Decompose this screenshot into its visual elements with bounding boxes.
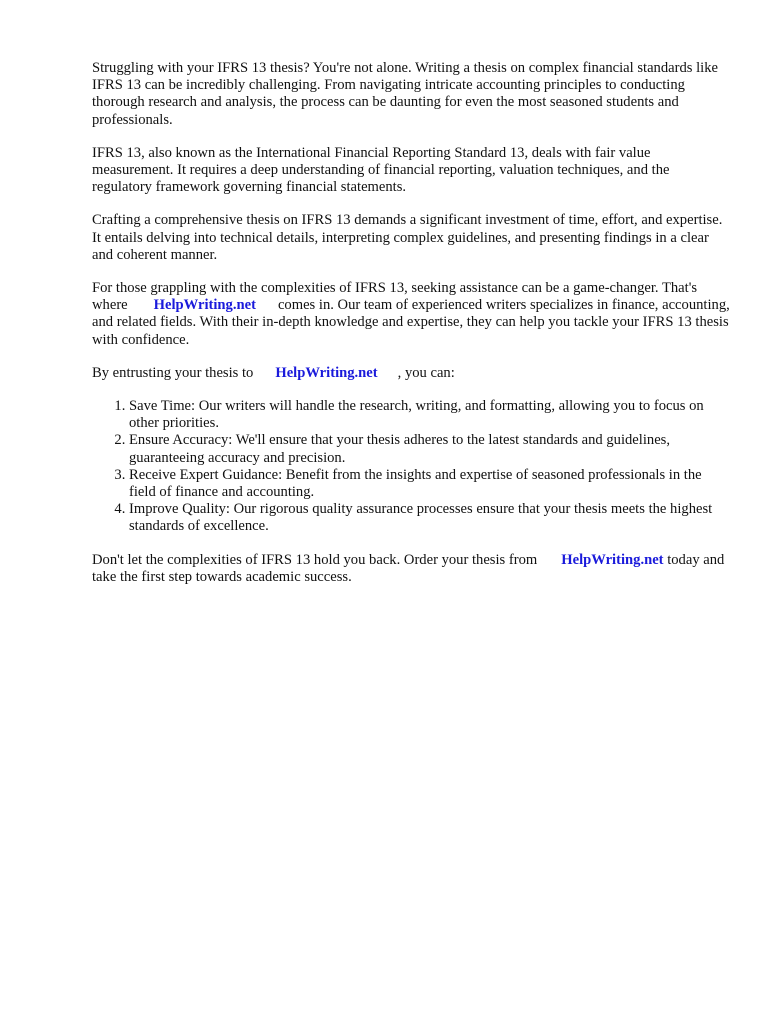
list-item: 4. Improve Quality: Our rigorous quality assurance processes ensure that your thesis meets the highest standards of excellence. xyxy=(129,501,732,535)
ifrs-definition-paragraph: IFRS 13, also known as the International Financial Reporting Standard 13, deals with fair value measurement. It requires a deep understanding of financial reporting, valuation techniques, and the regulatory framework governing financial statements. xyxy=(92,144,670,196)
document-page xyxy=(92,60,732,602)
list-item: 2. Ensure Accuracy: We'll ensure that your thesis adheres to the latest standards and guidelines, guaranteeing accuracy and precision. xyxy=(129,432,732,466)
closing-paragraph xyxy=(92,552,732,586)
closing-text-before: Don't let the complexities of IFRS 13 hold you back. Order your thesis from xyxy=(92,551,538,568)
closing-text-after: today and take the first step towards academic success. xyxy=(92,551,725,585)
entrust-text-after: , you can: xyxy=(397,364,455,381)
entrust-paragraph xyxy=(92,365,732,382)
list-item: 3. Receive Expert Guidance: Benefit from the insights and expertise of seasoned professionals in the field of finance and accounting. xyxy=(129,467,732,501)
list-item: 1. Save Time: Our writers will handle the research, writing, and formatting, allowing you to focus on other priorities. xyxy=(129,398,732,432)
helpwriting-link-3[interactable]: HelpWriting.net xyxy=(561,551,664,568)
entrust-text-before: By entrusting your thesis to xyxy=(92,364,254,381)
assistance-text-after: comes in. Our team of experienced writers specializes in finance, accounting, and related fields. With their in-depth knowledge and expertise, they can help you tackle your IFRS 13 thesis with confidence. xyxy=(92,297,730,348)
intro-paragraph: Struggling with your IFRS 13 thesis? You're not alone. Writing a thesis on complex financial standards like IFRS 13 can be incredibly challenging. From navigating intricate accounting principles to conducting thorough research and analysis, the process can be daunting for even the most seasoned students and professionals. xyxy=(92,60,718,128)
benefits-list xyxy=(92,398,732,536)
assistance-text-before: For those grappling with the complexities of IFRS 13, seeking assistance can be a game-changer. That's where xyxy=(92,280,698,314)
helpwriting-link-1[interactable]: HelpWriting.net xyxy=(153,297,256,314)
helpwriting-link-2[interactable]: HelpWriting.net xyxy=(275,364,378,381)
thesis-effort-paragraph: Crafting a comprehensive thesis on IFRS 13 demands a significant investment of time, effort, and expertise. It entails delving into technical details, interpreting complex guidelines, and presenting findings in a clear and coherent manner. xyxy=(92,212,723,263)
assistance-paragraph xyxy=(92,280,732,349)
